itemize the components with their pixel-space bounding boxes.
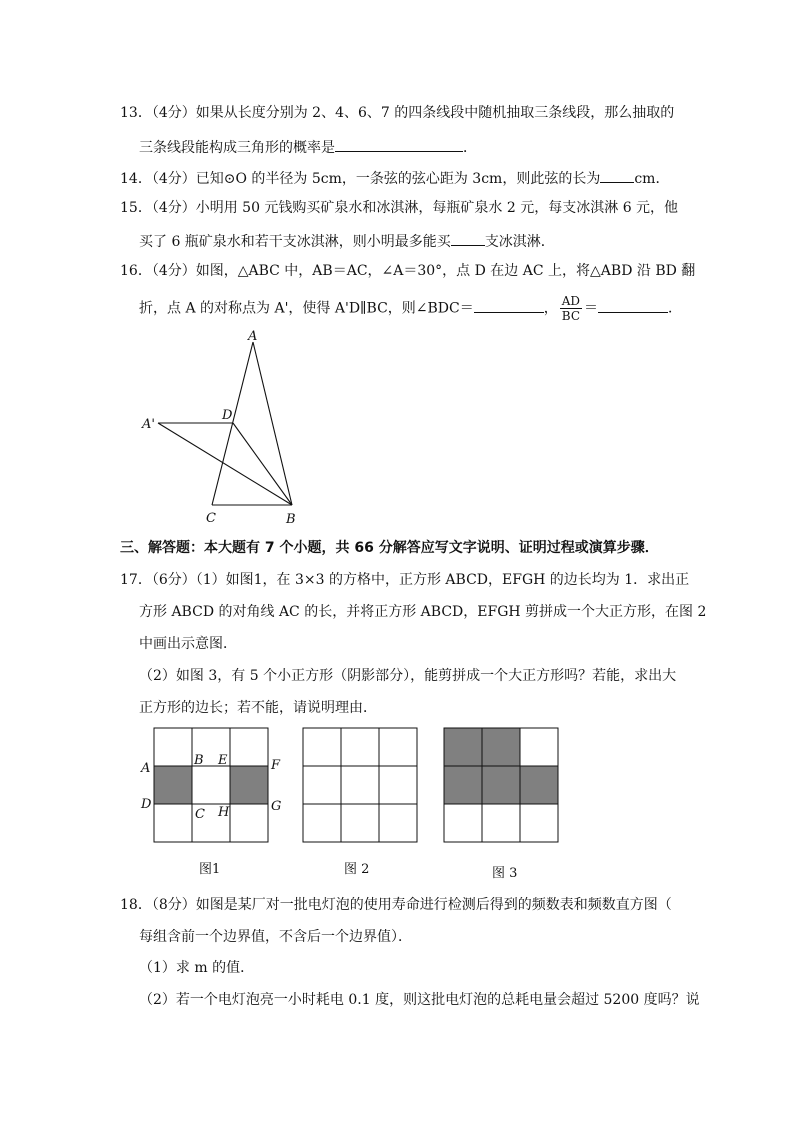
q14-answer-blank[interactable] [600, 168, 634, 183]
square-EFGH [230, 766, 268, 804]
q15-line1: 15．（4分）小明用 50 元钱购买矿泉水和冰淇淋，每瓶矿泉水 2 元，每支冰淇淋 6 元，他 [120, 200, 679, 216]
q16-eq: ＝ [584, 300, 599, 317]
figure-3-caption: 图 3 [492, 866, 518, 881]
edge-A-prime-B [158, 423, 292, 505]
q13-line2-text: 三条线段能构成三角形的概率是 [139, 140, 335, 156]
label-A-prime: A' [142, 417, 155, 432]
q17-line5: 正方形的边长；若不能，请说明理由． [139, 700, 377, 716]
q13-end: ． [463, 140, 477, 156]
q18-line1: 18．（8分）如图是某厂对一批电灯泡的使用寿命进行检测后得到的频数表和频数直方图（ [120, 897, 672, 913]
q15-line2a: 买了 6 瓶矿泉水和若干支冰淇淋，则小明最多能买 [139, 234, 451, 250]
figure-3 [440, 722, 565, 884]
q16-line2 [139, 294, 682, 323]
figure-1 [135, 722, 285, 884]
q15-line2 [139, 231, 555, 251]
q18-line3: （1）求 m 的值． [139, 960, 255, 976]
label-D: D [222, 408, 233, 423]
q16-ratio-blank[interactable] [598, 298, 668, 313]
q16-frac-num: AD [561, 294, 581, 308]
q13-line1: 13．（4分）如果从长度分别为 2、4、6、7 的四条线段中随机抽取三条线段，那么抽取的 [120, 105, 675, 121]
label-G: G [271, 799, 282, 814]
q17-line1: 17．（6分）（1）如图1，在 3×3 的方格中，正方形 ABCD，EFGH 的边长均为 1．求出正 [120, 572, 690, 588]
label-F: F [271, 758, 281, 773]
q16-end: ． [668, 300, 683, 317]
grid-border [303, 728, 417, 842]
q16-fraction [560, 294, 582, 323]
label-E: E [218, 753, 228, 768]
q17-line3: 中画出示意图． [139, 636, 237, 652]
q16-angle-blank[interactable] [474, 298, 544, 313]
q15-line2b: 支冰淇淋． [484, 234, 555, 250]
figure-1-caption: 图1 [199, 862, 221, 877]
edge-DB [233, 423, 292, 505]
q13-answer-blank[interactable] [335, 137, 463, 152]
label-H: H [218, 805, 230, 820]
label-A: A [248, 329, 258, 344]
label-D: D [141, 797, 152, 812]
q16-line2a: 折，点 A 的对称点为 A'，使得 A'D∥BC，则∠BDC＝ [139, 300, 474, 317]
q16-line1: 16．（4分）如图，△ABC 中，AB＝AC，∠A＝30°，点 D 在边 AC 上，将△ABD 沿 BD 翻 [120, 263, 696, 279]
shaded-cell [520, 766, 558, 804]
q17-line2: 方形 ABCD 的对角线 AC 的长，并将正方形 ABCD，EFGH 剪拼成一个大正方形，在图 2 [139, 604, 707, 620]
q14-line [120, 168, 669, 188]
q14-unit: cm． [634, 171, 670, 187]
shaded-cell [482, 766, 520, 804]
label-B: B [194, 753, 204, 768]
edge-AB [253, 342, 292, 505]
label-C: C [206, 511, 216, 526]
shaded-cell [444, 766, 482, 804]
shaded-cell [482, 728, 520, 766]
label-A: A [141, 761, 151, 776]
triangle-figure [130, 330, 320, 530]
q15-answer-blank[interactable] [451, 231, 485, 246]
q18-line4: （2）若一个电灯泡亮一小时耗电 0.1 度，则这批电灯泡的总耗电量会超过 5200 度吗？说 [139, 992, 700, 1008]
square-ABCD [154, 766, 192, 804]
label-C: C [195, 807, 205, 822]
q16-sep: ， [543, 300, 558, 317]
shaded-cell [444, 728, 482, 766]
label-B: B [286, 512, 296, 527]
q17-line4: （2）如图 3，有 5 个小正方形（阴影部分），能剪拼成一个大正方形吗？若能，求出大 [139, 668, 677, 684]
q16-frac-den: BC [561, 309, 581, 323]
figure-2-caption: 图 2 [344, 862, 370, 877]
figure-2 [300, 722, 420, 884]
q13-line2 [139, 137, 477, 157]
section-3-heading: 三、解答题：本大题有 7 个小题，共 66 分解答应写文字说明、证明过程或演算步骤． [120, 540, 659, 556]
q18-line2: 每组含前一个边界值，不含后一个边界值）． [139, 929, 412, 945]
q14-text: 14．（4分）已知⊙O 的半径为 5cm，一条弦的弦心距为 3cm，则此弦的长为 [120, 171, 601, 187]
